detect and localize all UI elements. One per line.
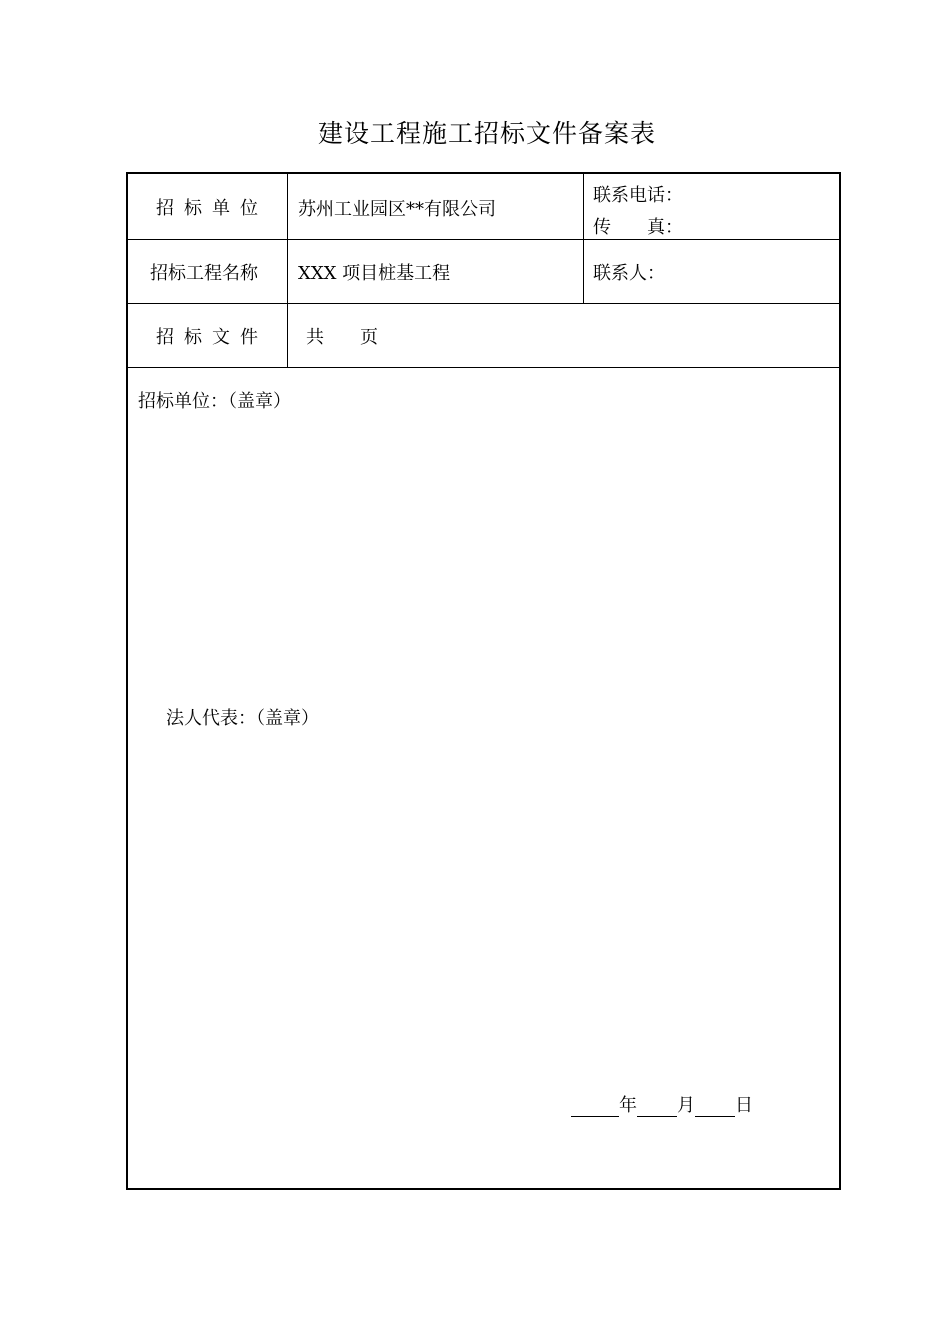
month-blank (637, 1096, 677, 1117)
contact-phone-label: 联系电话： (593, 185, 683, 206)
date-line (571, 1091, 753, 1117)
row-tender-unit (128, 174, 839, 240)
column-divider-contact (583, 174, 584, 239)
page-count-value: 共 页 (306, 327, 378, 348)
month-label: 月 (677, 1095, 695, 1116)
project-name-value: XXX 项目桩基工程 (298, 263, 451, 284)
project-name-label: 招标工程名称 (150, 263, 258, 284)
legal-representative-seal-label: 法人代表：（盖章） (166, 708, 319, 729)
year-blank (571, 1096, 619, 1117)
row-tender-documents (128, 304, 839, 368)
column-divider-contact (583, 240, 584, 303)
document-title: 建设工程施工招标文件备案表 (317, 119, 656, 148)
tender-documents-label: 招标文件 (156, 327, 268, 348)
year-label: 年 (619, 1095, 637, 1116)
day-label: 日 (735, 1095, 753, 1116)
tender-unit-value: 苏州工业园区**有限公司 (298, 199, 496, 220)
filing-form-table (126, 172, 841, 1190)
day-blank (695, 1096, 735, 1117)
contact-person-label: 联系人： (593, 263, 665, 284)
fax-label: 传 真： (593, 217, 683, 238)
tender-unit-label: 招标单位 (156, 198, 268, 219)
tender-unit-seal-label: 招标单位：（盖章） (138, 391, 291, 412)
column-divider-label (287, 174, 288, 239)
column-divider-label (287, 304, 288, 367)
column-divider-label (287, 240, 288, 303)
row-project-name (128, 240, 839, 304)
